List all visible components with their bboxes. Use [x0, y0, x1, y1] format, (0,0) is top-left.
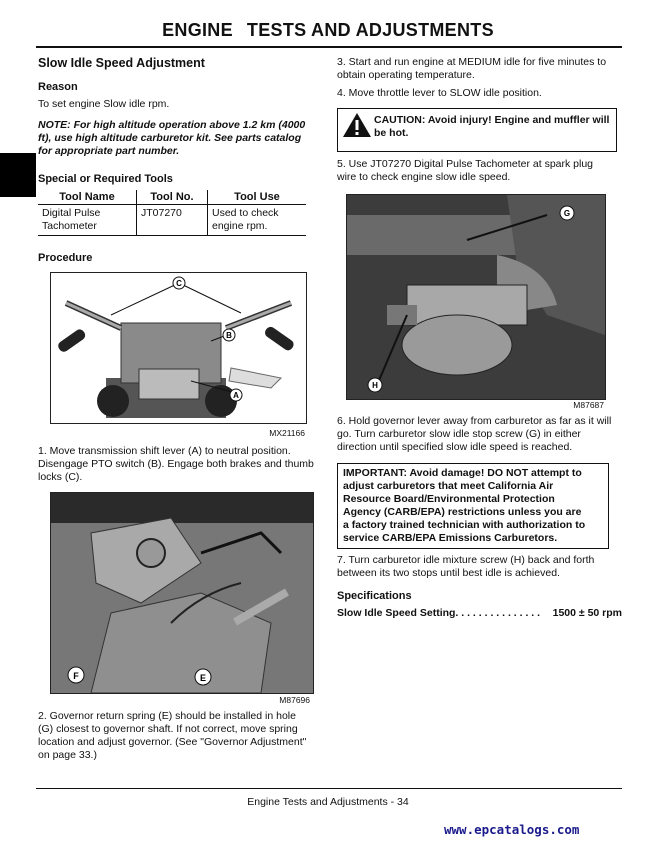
caution-text	[374, 109, 609, 140]
spec-row	[337, 607, 622, 619]
spec-label: Slow Idle Speed Setting. . . . . . . . . . . . . . .	[337, 607, 541, 619]
callout-g-label: G	[563, 209, 571, 218]
step-line: 2. Governor return spring (E) should be installed in hole	[38, 710, 296, 722]
reason-text: To set engine Slow idle rpm.	[38, 98, 170, 110]
step-4: 4. Move throttle lever to SLOW idle position.	[337, 87, 542, 99]
step-line: Disengage PTO switch (B). Engage both brakes and thumb	[38, 458, 314, 470]
cell-line: Tachometer	[42, 220, 97, 232]
step-line: go. Turn carburetor slow idle stop screw (G) in either	[337, 428, 581, 440]
cell-line: Used to check	[212, 207, 279, 219]
governor-photo	[50, 492, 314, 694]
step-line: (G) closest to governor shaft. If not correct, move spring	[38, 723, 298, 735]
table-row	[38, 205, 306, 236]
cell-line: engine rpm.	[212, 220, 268, 232]
caution-box	[337, 108, 617, 152]
note-line: ft), use high altitude carburetor kit. See parts catalog	[38, 132, 302, 144]
callout-e-label: E	[199, 673, 207, 683]
callout-c-label: C	[176, 279, 182, 288]
step-line: direction until specified slow idle speed is reached.	[337, 441, 573, 453]
note-line: for appropriate part number.	[38, 145, 180, 157]
watermark: www.epcatalogs.com	[444, 822, 580, 837]
warning-triangle-icon	[342, 112, 372, 138]
section-title: Slow Idle Speed Adjustment	[38, 56, 205, 70]
caution-line: CAUTION: Avoid injury! Engine and muffler will	[374, 114, 610, 126]
high-altitude-note	[38, 119, 318, 158]
tools-table	[38, 190, 306, 236]
step-5	[337, 158, 622, 184]
callout-b-label: B	[226, 331, 232, 340]
important-box	[337, 463, 609, 549]
step-line: between its two stops until best idle is achieved.	[337, 567, 560, 579]
step-7	[337, 554, 622, 580]
footer-rule	[36, 788, 622, 789]
cell-line: Digital Pulse	[42, 207, 101, 219]
callout-a-label: A	[233, 391, 239, 400]
important-line: adjust carburetors that meet California Air	[343, 480, 554, 492]
header-rule	[36, 46, 622, 48]
carburetor-photo-drawing	[347, 195, 605, 399]
title-left: ENGINE	[162, 20, 233, 40]
important-line: a factory trained technician with authorization to	[343, 519, 586, 531]
step-line: 1. Move transmission shift lever (A) to neutral position.	[38, 445, 291, 457]
governor-photo-drawing	[51, 493, 313, 693]
callout-h-label: H	[372, 381, 378, 390]
figure3-id: M87687	[573, 400, 604, 410]
step-2	[38, 710, 320, 762]
mower-drawing	[51, 273, 306, 423]
tool-number-cell: JT07270	[137, 205, 208, 236]
important-line: IMPORTANT: Avoid damage! DO NOT attempt to	[343, 467, 582, 479]
col-tool-use: Tool Use	[208, 190, 307, 205]
carburetor-photo	[346, 194, 606, 400]
specs-heading: Specifications	[337, 590, 412, 602]
reason-heading: Reason	[38, 81, 78, 93]
page-title	[0, 20, 656, 41]
col-tool-no: Tool No.	[137, 190, 208, 205]
step-line: on page 33.)	[38, 749, 97, 761]
tools-header-row	[38, 190, 306, 205]
step-3	[337, 56, 622, 82]
tool-use-cell	[208, 205, 307, 236]
step-line: location and adjust governor. (See "Governor Adjustment"	[38, 736, 307, 748]
step-line: 5. Use JT07270 Digital Pulse Tachometer at spark plug	[337, 158, 594, 170]
procedure-heading: Procedure	[38, 252, 93, 264]
col-tool-name: Tool Name	[38, 190, 137, 205]
figure1-id: MX21166	[269, 428, 305, 438]
step-line: obtain operating temperature.	[337, 69, 475, 81]
mower-illustration	[50, 272, 307, 424]
step-line: locks (C).	[38, 471, 83, 483]
caution-line: be hot.	[374, 127, 409, 139]
section-tab-marker	[0, 153, 36, 197]
step-1	[38, 445, 320, 484]
step-line: 7. Turn carburetor idle mixture screw (H) back and forth	[337, 554, 595, 566]
step-line: wire to check engine slow idle speed.	[337, 171, 511, 183]
important-line: Resource Board/Environmental Protection	[343, 493, 555, 505]
note-line: NOTE: For high altitude operation above 1.2 km (4000	[38, 119, 306, 131]
page-footer: Engine Tests and Adjustments - 34	[247, 796, 409, 808]
spec-value: 1500 ± 50 rpm	[552, 607, 622, 619]
tools-heading: Special or Required Tools	[38, 173, 173, 185]
step-6	[337, 415, 622, 454]
title-right: TESTS AND ADJUSTMENTS	[246, 20, 494, 40]
step-line: 6. Hold governor lever away from carburetor as far as it will	[337, 415, 612, 427]
tool-name-cell	[38, 205, 137, 236]
important-line: service CARB/EPA Emissions Carburetors.	[343, 532, 558, 544]
step-line: 3. Start and run engine at MEDIUM idle for five minutes to	[337, 56, 607, 68]
figure2-id: M87696	[279, 695, 310, 705]
important-line: Agency (CARB/EPA) restrictions unless you are	[343, 506, 582, 518]
callout-f-label: F	[73, 671, 79, 681]
